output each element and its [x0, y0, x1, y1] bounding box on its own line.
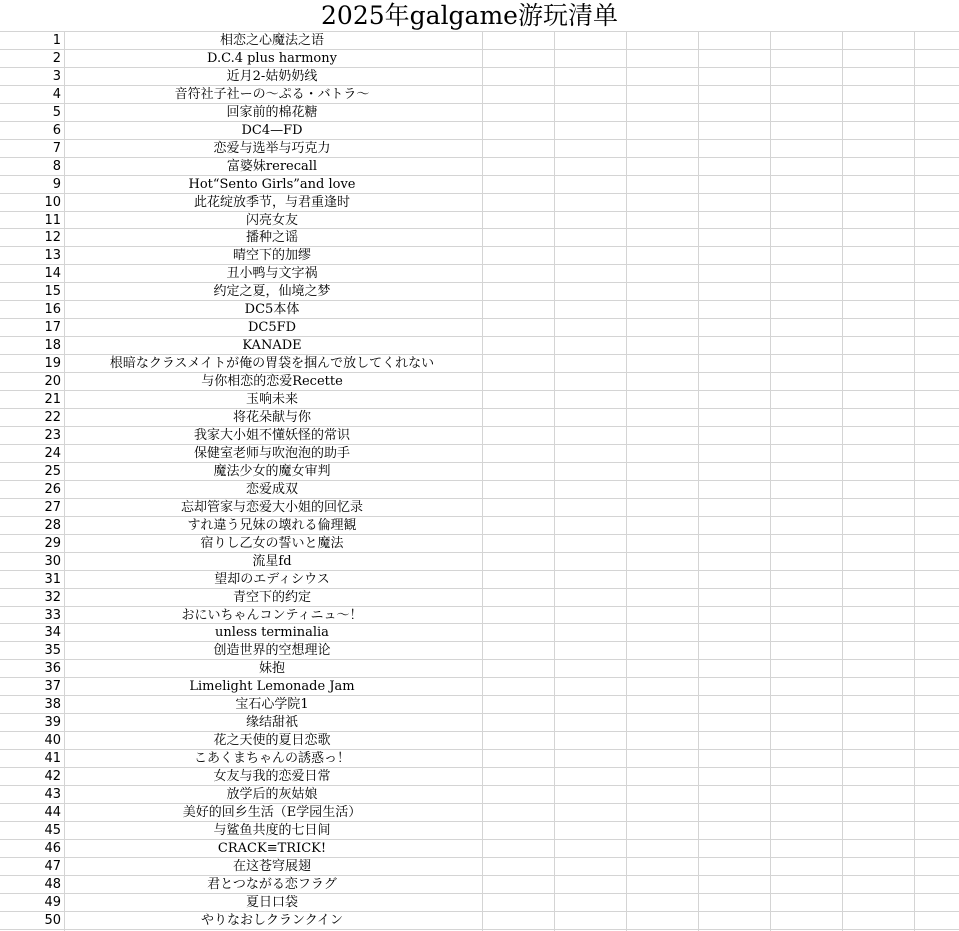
row-number: 24	[44, 445, 61, 461]
table-row[interactable]	[0, 571, 959, 589]
row-number: 41	[44, 751, 61, 767]
game-name-cell[interactable]: 宿りし乙女の誓いと魔法	[200, 535, 344, 551]
column-divider	[842, 32, 843, 931]
game-name-cell[interactable]: おにいちゃんコンティニュ～！	[181, 607, 363, 623]
row-number: 1	[52, 33, 61, 48]
row-number: 35	[44, 643, 61, 659]
row-number: 3	[52, 68, 61, 84]
table-row[interactable]	[0, 158, 959, 176]
table-row[interactable]	[0, 624, 959, 642]
game-name-cell[interactable]: Limelight Lemonade Jam	[189, 679, 355, 695]
row-number: 49	[44, 894, 61, 910]
game-name-cell[interactable]: 回家前的棉花糖	[226, 104, 318, 120]
row-number: 38	[44, 697, 61, 713]
game-name-cell[interactable]: 夏日口袋	[245, 894, 298, 910]
row-number: 27	[44, 499, 61, 515]
game-name-cell[interactable]: すれ違う兄妹の壊れる倫理観	[187, 517, 357, 533]
table-row[interactable]	[0, 373, 959, 391]
row-number: 42	[44, 769, 61, 785]
table-row[interactable]	[0, 391, 959, 409]
table-row[interactable]	[0, 463, 959, 481]
table-row[interactable]	[0, 301, 959, 319]
game-name-cell[interactable]: 流星fd	[252, 553, 292, 569]
table-row[interactable]	[0, 176, 959, 194]
row-number: 14	[44, 266, 61, 282]
game-name-cell[interactable]: 妹抱	[258, 661, 285, 677]
game-name-cell[interactable]: Hot“Sento Girls”and love	[188, 176, 356, 192]
table-row[interactable]	[0, 68, 959, 86]
row-number: 46	[44, 840, 61, 856]
row-number: 13	[44, 248, 61, 264]
game-name-cell[interactable]: 恋爱成双	[245, 481, 298, 497]
row-number: 17	[44, 320, 61, 336]
game-name-cell[interactable]: CRACK≡TRICK!	[217, 840, 327, 856]
column-divider	[698, 32, 699, 931]
game-name-cell[interactable]: 与你相恋的恋爱Recette	[201, 374, 343, 390]
row-number: 12	[44, 230, 61, 246]
game-name-cell[interactable]: KANADE	[242, 338, 302, 354]
sheet-title: 2025年galgame游玩清单	[321, 0, 618, 30]
game-name-cell[interactable]: 晴空下的加缪	[232, 248, 311, 264]
game-name-cell[interactable]: DC5FD	[247, 320, 297, 336]
table-row[interactable]	[0, 858, 959, 876]
row-number: 45	[44, 822, 61, 838]
row-number: 21	[44, 392, 61, 408]
row-number: 26	[44, 481, 61, 497]
game-name-cell[interactable]: 美好的回乡生活（E学园生活）	[182, 804, 362, 820]
game-name-cell[interactable]: 将花朵献与你	[232, 410, 311, 426]
table-row[interactable]	[0, 786, 959, 804]
table-row[interactable]	[0, 535, 959, 553]
game-name-cell[interactable]: 相恋之心魔法之语	[219, 33, 324, 48]
row-number: 11	[44, 212, 61, 228]
table-row[interactable]	[0, 499, 959, 517]
row-number: 19	[44, 356, 61, 372]
row-number: 25	[44, 463, 61, 479]
table-row[interactable]	[0, 750, 959, 768]
row-number: 31	[44, 571, 61, 587]
game-name-cell[interactable]: 望却のエディシウス	[214, 571, 330, 587]
table-row[interactable]	[0, 32, 959, 50]
row-number: 47	[44, 858, 61, 874]
game-name-cell[interactable]: 我家大小姐不懂妖怪的常识	[193, 427, 350, 443]
game-name-cell[interactable]: unless terminalia	[215, 625, 329, 641]
row-number: 33	[44, 607, 61, 623]
game-name-cell[interactable]: 缘结甜祇	[245, 715, 298, 731]
rows-container	[0, 32, 959, 930]
row-number: 2	[52, 50, 61, 66]
table-row[interactable]	[0, 894, 959, 912]
table-row[interactable]	[0, 212, 959, 230]
row-number: 8	[52, 158, 61, 174]
table-row[interactable]	[0, 337, 959, 355]
column-divider	[554, 32, 555, 931]
row-number: 43	[44, 787, 61, 803]
game-name-cell[interactable]: 丑小鸭与文字祸	[226, 266, 318, 282]
game-name-cell[interactable]: D.C.4 plus harmony	[207, 50, 337, 66]
row-number: 9	[52, 176, 61, 192]
game-name-cell[interactable]: こあくまちゃんの誘惑っ！	[193, 751, 350, 767]
column-divider	[64, 32, 65, 931]
table-row[interactable]	[0, 50, 959, 68]
row-number: 22	[44, 410, 61, 426]
table-row[interactable]	[0, 876, 959, 894]
table-row[interactable]	[0, 589, 959, 607]
table-row[interactable]	[0, 840, 959, 858]
table-row[interactable]	[0, 355, 959, 373]
row-number: 7	[52, 140, 61, 156]
row-number: 39	[44, 715, 61, 731]
row-number: 16	[44, 302, 61, 318]
table-row[interactable]	[0, 122, 959, 140]
table-row[interactable]	[0, 140, 959, 158]
row-number: 23	[44, 427, 61, 443]
game-name-cell[interactable]: 玉响未来	[245, 392, 298, 408]
row-number: 15	[44, 284, 61, 300]
row-number: 6	[52, 122, 61, 138]
row-number: 18	[44, 338, 61, 354]
table-row[interactable]	[0, 768, 959, 786]
row-number: 5	[52, 104, 61, 120]
table-row[interactable]	[0, 912, 959, 930]
table-row[interactable]	[0, 822, 959, 840]
game-name-cell[interactable]: 君とつながる恋フラグ	[207, 876, 337, 892]
game-name-cell[interactable]: 放学后的灰姑娘	[226, 787, 318, 803]
table-row[interactable]	[0, 660, 959, 678]
row-number: 50	[44, 912, 61, 928]
table-row[interactable]	[0, 445, 959, 463]
game-name-cell[interactable]: 魔法少女的魔女审判	[213, 463, 331, 479]
row-number: 28	[44, 517, 61, 533]
table-row[interactable]	[0, 265, 959, 283]
game-name-cell[interactable]: 此花绽放季节，与君重逢时	[193, 194, 350, 210]
table-row[interactable]	[0, 714, 959, 732]
game-name-cell[interactable]: 女友与我的恋爱日常	[213, 769, 331, 785]
game-name-cell[interactable]: やりなおしクランクイン	[200, 912, 344, 928]
table-row[interactable]	[0, 194, 959, 212]
game-name-cell[interactable]: 约定之夏，仙境之梦	[213, 284, 331, 300]
row-number: 30	[44, 553, 61, 569]
game-name-cell[interactable]: 忘却管家与恋爱大小姐的回忆录	[180, 499, 363, 515]
row-number: 37	[44, 679, 61, 695]
row-number: 40	[44, 733, 61, 749]
game-name-cell[interactable]: 创造世界的空想理论	[213, 643, 331, 659]
row-number: 36	[44, 661, 61, 677]
table-row[interactable]	[0, 553, 959, 571]
column-divider	[482, 32, 483, 931]
game-name-cell[interactable]: 音符社子社ーの～ぷる・バトラ～	[174, 86, 370, 102]
row-number: 10	[44, 194, 61, 210]
table-row[interactable]	[0, 409, 959, 427]
table-row[interactable]	[0, 229, 959, 247]
game-name-cell[interactable]: 播种之谣	[245, 230, 298, 246]
game-name-cell[interactable]: 根暗なクラスメイトが俺の胃袋を掴んで放してくれない	[109, 356, 435, 372]
game-name-cell[interactable]: 富婆妹rerecall	[226, 158, 318, 174]
game-name-cell[interactable]: 青空下的约定	[232, 589, 311, 605]
row-number: 29	[44, 535, 61, 551]
row-number: 48	[44, 876, 61, 892]
table-row[interactable]	[0, 732, 959, 750]
row-number: 32	[44, 589, 61, 605]
row-number: 44	[44, 804, 61, 820]
game-name-cell[interactable]: 与鲨鱼共度的七日间	[213, 822, 331, 838]
column-divider	[626, 32, 627, 931]
table-row[interactable]	[0, 86, 959, 104]
game-name-cell[interactable]: DC5本体	[244, 302, 300, 318]
column-divider	[914, 32, 915, 931]
row-number: 4	[52, 86, 61, 102]
game-name-cell[interactable]: 近月2-姑奶奶线	[226, 68, 318, 84]
table-row[interactable]	[0, 696, 959, 714]
game-name-cell[interactable]: 闪亮女友	[245, 212, 298, 228]
table-row[interactable]	[0, 427, 959, 445]
table-row[interactable]	[0, 283, 959, 301]
game-name-cell[interactable]: DC4—FD	[241, 122, 303, 138]
column-divider	[770, 32, 771, 931]
game-name-cell[interactable]: 花之天使的夏日恋歌	[213, 733, 331, 749]
game-name-cell[interactable]: 保健室老师与吹泡泡的助手	[193, 445, 350, 461]
table-row[interactable]	[0, 517, 959, 535]
table-row[interactable]	[0, 247, 959, 265]
game-name-cell[interactable]: 恋爱与选举与巧克力	[213, 140, 331, 156]
table-row[interactable]	[0, 319, 959, 337]
table-row[interactable]	[0, 607, 959, 625]
table-row[interactable]	[0, 804, 959, 822]
table-row[interactable]	[0, 104, 959, 122]
game-name-cell[interactable]: 在这苍穹展翅	[232, 858, 311, 874]
title-cell[interactable]	[0, 0, 959, 32]
table-row[interactable]	[0, 642, 959, 660]
row-number: 34	[44, 625, 61, 641]
game-name-cell[interactable]: 宝石心学院1	[235, 697, 309, 713]
row-number: 20	[44, 374, 61, 390]
table-row[interactable]	[0, 481, 959, 499]
table-row[interactable]	[0, 678, 959, 696]
